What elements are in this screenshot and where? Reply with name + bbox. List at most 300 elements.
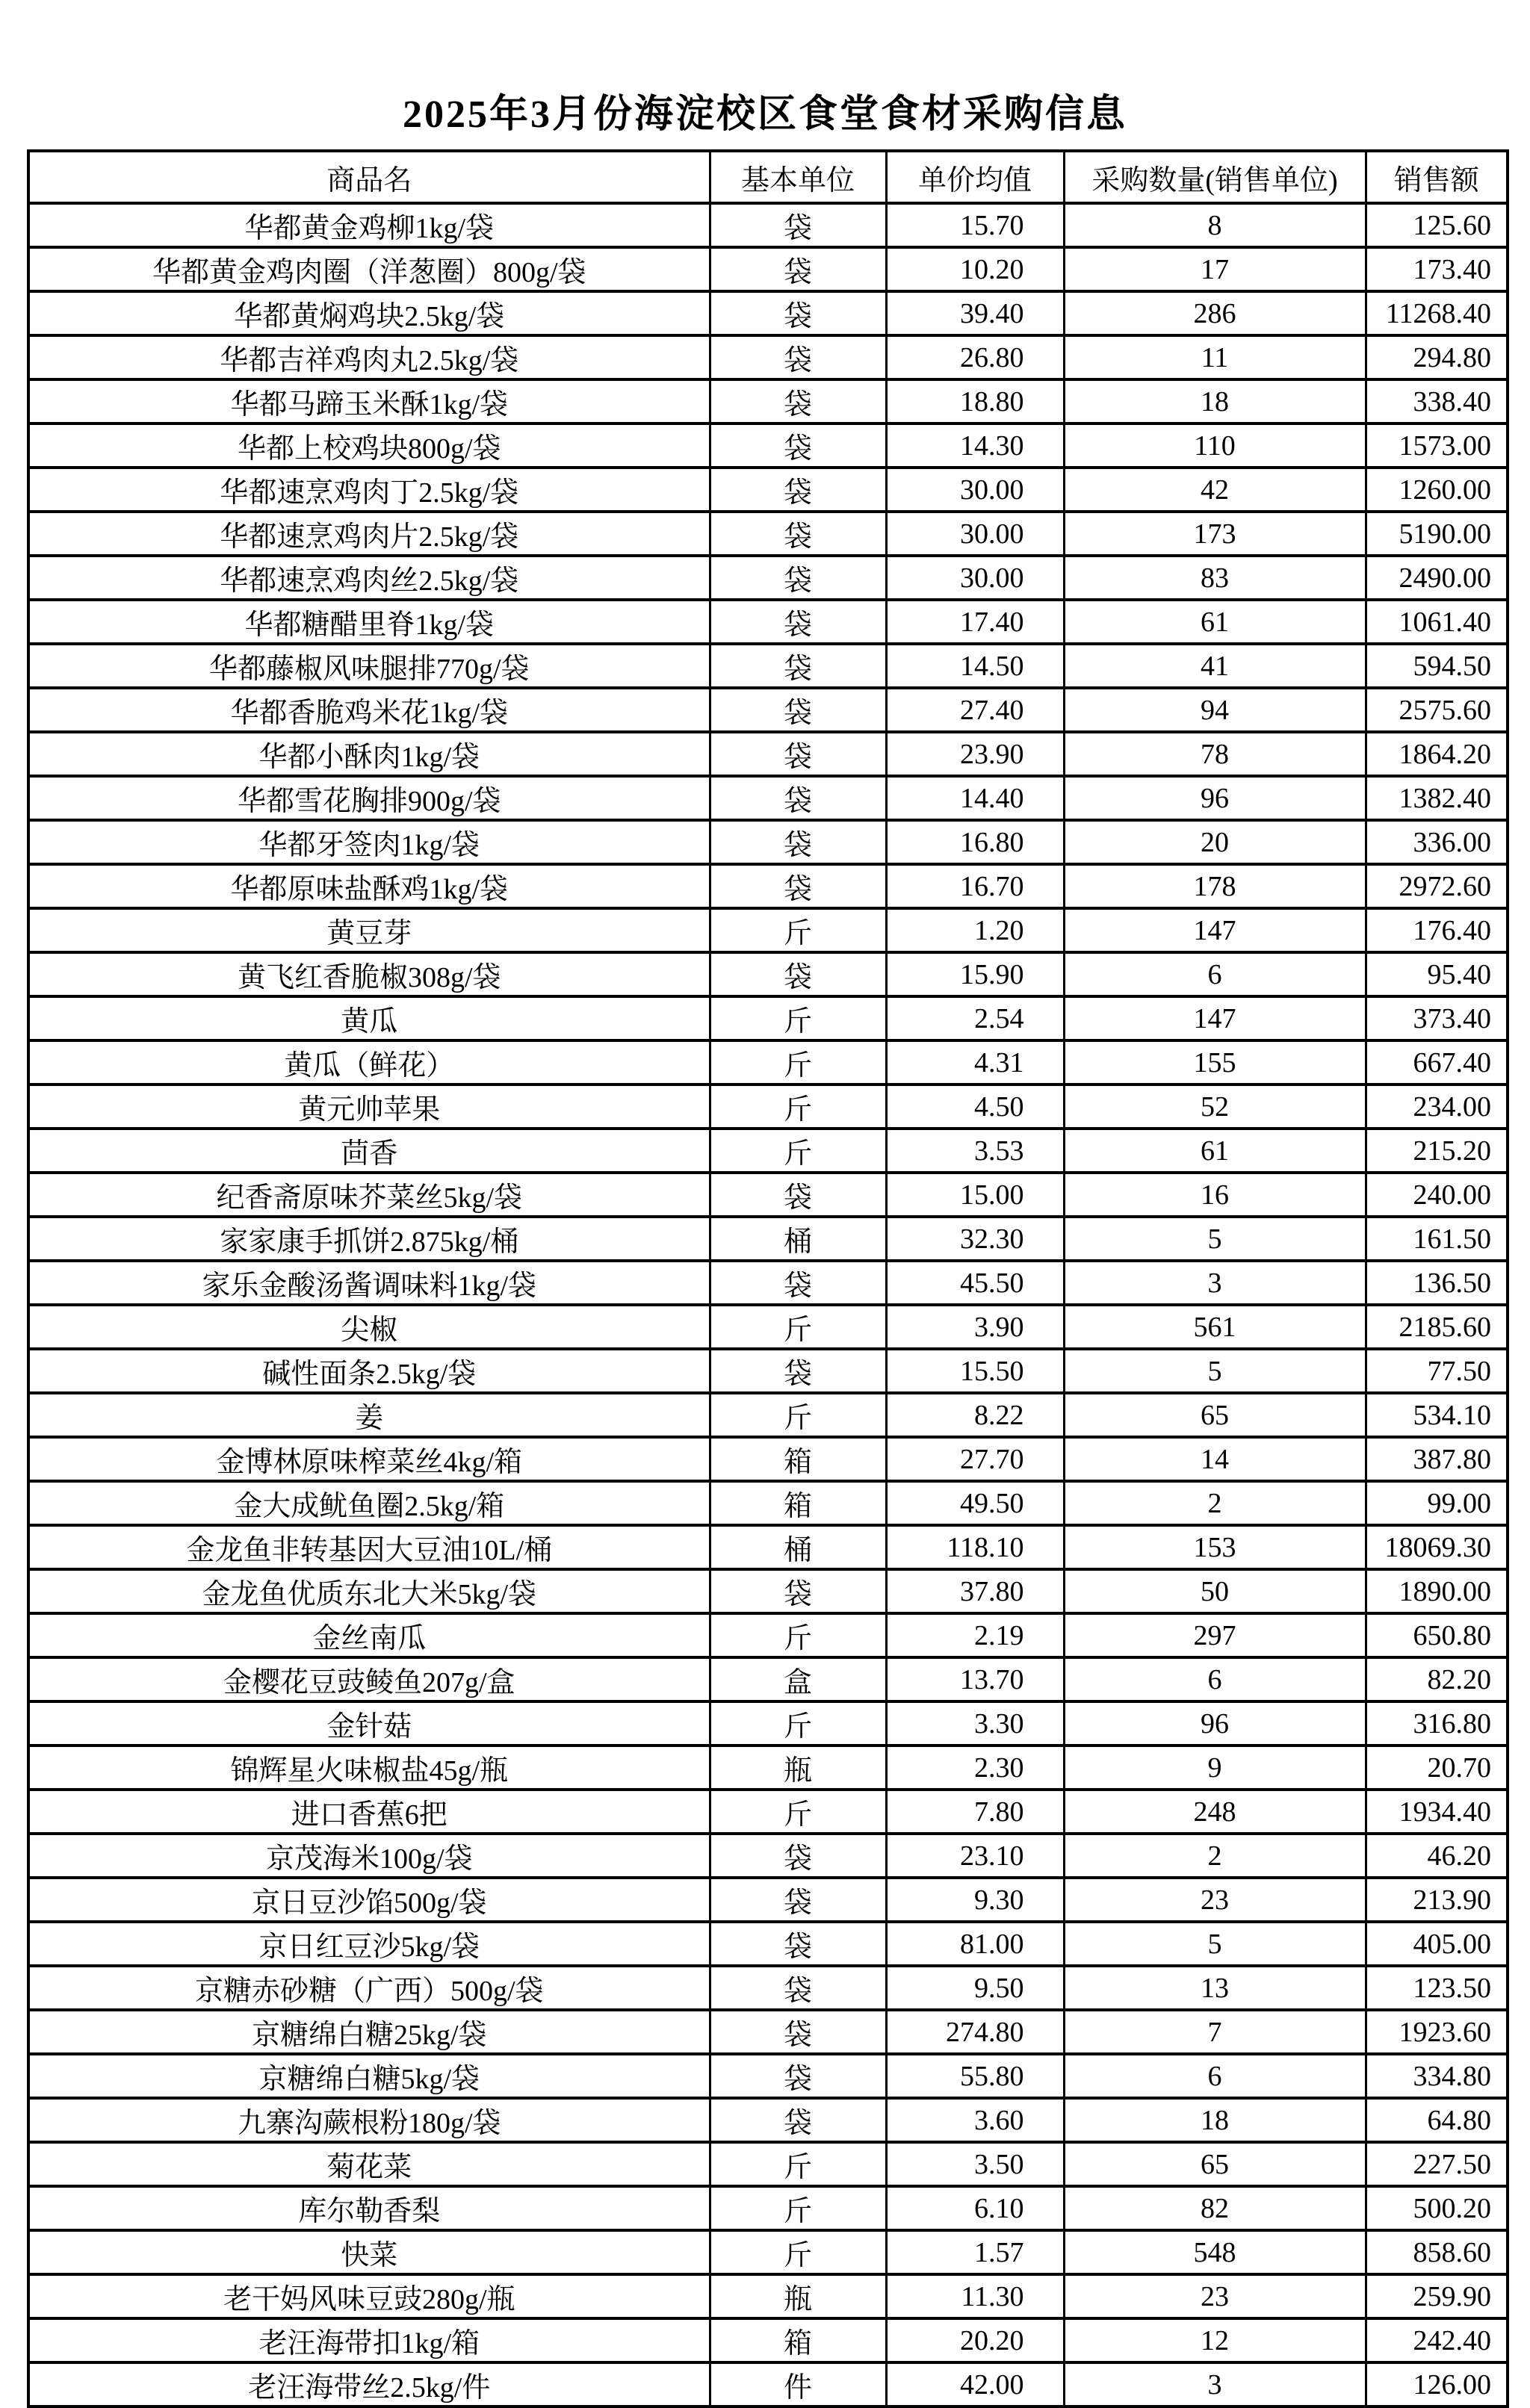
quantity-cell: 548 — [1064, 2230, 1366, 2274]
sales-amount-cell: 213.90 — [1366, 1878, 1508, 1922]
table-row — [28, 1393, 1508, 1437]
sales-amount-cell: 387.80 — [1366, 1437, 1508, 1481]
table-row — [28, 1084, 1508, 1129]
sales-amount-cell: 1260.00 — [1366, 468, 1508, 512]
table-row — [28, 996, 1508, 1040]
sales-amount-cell: 126.00 — [1366, 2362, 1508, 2407]
unit-price-cell: 37.80 — [886, 1569, 1064, 1613]
quantity-cell: 52 — [1064, 1084, 1366, 1129]
sales-amount-cell: 240.00 — [1366, 1173, 1508, 1217]
unit-cell: 斤 — [710, 1129, 886, 1173]
unit-cell: 袋 — [710, 2010, 886, 2054]
table-row — [28, 1173, 1508, 1217]
table-row — [28, 291, 1508, 335]
table-row — [28, 379, 1508, 423]
sales-amount-cell: 95.40 — [1366, 952, 1508, 996]
product-name-cell: 京糖绵白糖25kg/袋 — [28, 2010, 710, 2054]
product-name-cell: 锦辉星火味椒盐45g/瓶 — [28, 1746, 710, 1790]
table-row — [28, 1525, 1508, 1569]
product-name-cell: 华都速烹鸡肉片2.5kg/袋 — [28, 512, 710, 556]
table-row — [28, 468, 1508, 512]
table-row — [28, 1481, 1508, 1525]
unit-cell: 斤 — [710, 1084, 886, 1129]
unit-cell: 袋 — [710, 1261, 886, 1305]
sales-amount-cell: 1864.20 — [1366, 732, 1508, 776]
unit-cell: 袋 — [710, 291, 886, 335]
product-name-cell: 黄飞红香脆椒308g/袋 — [28, 952, 710, 996]
unit-cell: 斤 — [710, 2186, 886, 2230]
product-name-cell: 金龙鱼非转基因大豆油10L/桶 — [28, 1525, 710, 1569]
product-name-cell: 华都糖醋里脊1kg/袋 — [28, 600, 710, 644]
quantity-cell: 61 — [1064, 600, 1366, 644]
unit-price-cell: 20.20 — [886, 2318, 1064, 2362]
product-name-cell: 九寨沟蕨根粉180g/袋 — [28, 2098, 710, 2142]
sales-amount-cell: 336.00 — [1366, 820, 1508, 864]
column-header-product-name: 商品名 — [28, 151, 710, 203]
product-name-cell: 家乐金酸汤酱调味料1kg/袋 — [28, 1261, 710, 1305]
sales-amount-cell: 1890.00 — [1366, 1569, 1508, 1613]
quantity-cell: 5 — [1064, 1922, 1366, 1966]
unit-price-cell: 14.40 — [886, 776, 1064, 820]
unit-price-cell: 15.90 — [886, 952, 1064, 996]
column-header-unit-price: 单价均值 — [886, 151, 1064, 203]
unit-price-cell: 3.90 — [886, 1305, 1064, 1349]
product-name-cell: 京日豆沙馅500g/袋 — [28, 1878, 710, 1922]
product-name-cell: 尖椒 — [28, 1305, 710, 1349]
sales-amount-cell: 294.80 — [1366, 335, 1508, 379]
table-row — [28, 1261, 1508, 1305]
quantity-cell: 178 — [1064, 864, 1366, 908]
unit-cell: 箱 — [710, 2318, 886, 2362]
table-row — [28, 1746, 1508, 1790]
table-row — [28, 644, 1508, 688]
unit-price-cell: 81.00 — [886, 1922, 1064, 1966]
sales-amount-cell: 161.50 — [1366, 1217, 1508, 1261]
product-name-cell: 库尔勒香梨 — [28, 2186, 710, 2230]
quantity-cell: 147 — [1064, 996, 1366, 1040]
table-row — [28, 1305, 1508, 1349]
quantity-cell: 23 — [1064, 2274, 1366, 2318]
unit-price-cell: 2.19 — [886, 1613, 1064, 1657]
product-name-cell: 华都香脆鸡米花1kg/袋 — [28, 688, 710, 732]
quantity-cell: 173 — [1064, 512, 1366, 556]
quantity-cell: 153 — [1064, 1525, 1366, 1569]
quantity-cell: 18 — [1064, 2098, 1366, 2142]
table-row — [28, 247, 1508, 291]
unit-price-cell: 30.00 — [886, 556, 1064, 600]
table-row — [28, 1966, 1508, 2010]
table-row — [28, 2010, 1508, 2054]
product-name-cell: 金大成鱿鱼圈2.5kg/箱 — [28, 1481, 710, 1525]
quantity-cell: 5 — [1064, 1349, 1366, 1393]
sales-amount-cell: 99.00 — [1366, 1481, 1508, 1525]
quantity-cell: 96 — [1064, 1701, 1366, 1746]
table-row — [28, 1834, 1508, 1878]
sales-amount-cell: 650.80 — [1366, 1613, 1508, 1657]
table-row — [28, 688, 1508, 732]
quantity-cell: 6 — [1064, 2054, 1366, 2098]
table-row — [28, 820, 1508, 864]
unit-price-cell: 45.50 — [886, 1261, 1064, 1305]
product-name-cell: 菊花菜 — [28, 2142, 710, 2186]
unit-price-cell: 4.50 — [886, 1084, 1064, 1129]
quantity-cell: 41 — [1064, 644, 1366, 688]
unit-price-cell: 27.40 — [886, 688, 1064, 732]
sales-amount-cell: 534.10 — [1366, 1393, 1508, 1437]
sales-amount-cell: 259.90 — [1366, 2274, 1508, 2318]
unit-cell: 斤 — [710, 1701, 886, 1746]
quantity-cell: 6 — [1064, 1657, 1366, 1701]
quantity-cell: 23 — [1064, 1878, 1366, 1922]
quantity-cell: 147 — [1064, 908, 1366, 952]
sales-amount-cell: 1923.60 — [1366, 2010, 1508, 2054]
unit-cell: 袋 — [710, 1349, 886, 1393]
unit-cell: 盒 — [710, 1657, 886, 1701]
unit-price-cell: 3.30 — [886, 1701, 1064, 1746]
table-row — [28, 2142, 1508, 2186]
product-name-cell: 华都上校鸡块800g/袋 — [28, 423, 710, 468]
product-name-cell: 老汪海带扣1kg/箱 — [28, 2318, 710, 2362]
unit-cell: 袋 — [710, 512, 886, 556]
quantity-cell: 6 — [1064, 952, 1366, 996]
product-name-cell: 茴香 — [28, 1129, 710, 1173]
unit-cell: 斤 — [710, 2230, 886, 2274]
unit-cell: 斤 — [710, 2142, 886, 2186]
table-row — [28, 1613, 1508, 1657]
unit-price-cell: 23.10 — [886, 1834, 1064, 1878]
product-name-cell: 老干妈风味豆豉280g/瓶 — [28, 2274, 710, 2318]
unit-cell: 袋 — [710, 776, 886, 820]
table-row — [28, 732, 1508, 776]
unit-cell: 袋 — [710, 952, 886, 996]
quantity-cell: 65 — [1064, 2142, 1366, 2186]
product-name-cell: 金龙鱼优质东北大米5kg/袋 — [28, 1569, 710, 1613]
product-name-cell: 家家康手抓饼2.875kg/桶 — [28, 1217, 710, 1261]
table-row — [28, 2186, 1508, 2230]
product-name-cell: 金针菇 — [28, 1701, 710, 1746]
table-row — [28, 2362, 1508, 2407]
purchase-table — [27, 149, 1509, 2408]
unit-cell: 袋 — [710, 556, 886, 600]
product-name-cell: 京糖绵白糖5kg/袋 — [28, 2054, 710, 2098]
sales-amount-cell: 82.20 — [1366, 1657, 1508, 1701]
product-name-cell: 华都黄金鸡柳1kg/袋 — [28, 203, 710, 247]
unit-cell: 袋 — [710, 423, 886, 468]
unit-cell: 袋 — [710, 1834, 886, 1878]
table-row — [28, 776, 1508, 820]
unit-price-cell: 15.70 — [886, 203, 1064, 247]
unit-cell: 袋 — [710, 335, 886, 379]
table-row — [28, 203, 1508, 247]
table-row — [28, 600, 1508, 644]
table-header — [28, 151, 1508, 203]
unit-price-cell: 14.50 — [886, 644, 1064, 688]
unit-cell: 袋 — [710, 468, 886, 512]
unit-cell: 斤 — [710, 1393, 886, 1437]
product-name-cell: 华都原味盐酥鸡1kg/袋 — [28, 864, 710, 908]
unit-price-cell: 11.30 — [886, 2274, 1064, 2318]
product-name-cell: 华都速烹鸡肉丝2.5kg/袋 — [28, 556, 710, 600]
table-row — [28, 1922, 1508, 1966]
table-row — [28, 556, 1508, 600]
quantity-cell: 61 — [1064, 1129, 1366, 1173]
table-row — [28, 1657, 1508, 1701]
sales-amount-cell: 500.20 — [1366, 2186, 1508, 2230]
unit-price-cell: 13.70 — [886, 1657, 1064, 1701]
quantity-cell: 9 — [1064, 1746, 1366, 1790]
sales-amount-cell: 1573.00 — [1366, 423, 1508, 468]
quantity-cell: 20 — [1064, 820, 1366, 864]
unit-price-cell: 39.40 — [886, 291, 1064, 335]
unit-cell: 斤 — [710, 1305, 886, 1349]
product-name-cell: 京糖赤砂糖（广西）500g/袋 — [28, 1966, 710, 2010]
quantity-cell: 65 — [1064, 1393, 1366, 1437]
column-header-base-unit: 基本单位 — [710, 151, 886, 203]
product-name-cell: 快菜 — [28, 2230, 710, 2274]
sales-amount-cell: 2575.60 — [1366, 688, 1508, 732]
table-row — [28, 1437, 1508, 1481]
sales-amount-cell: 234.00 — [1366, 1084, 1508, 1129]
quantity-cell: 12 — [1064, 2318, 1366, 2362]
table-row — [28, 864, 1508, 908]
sales-amount-cell: 242.40 — [1366, 2318, 1508, 2362]
sales-amount-cell: 5190.00 — [1366, 512, 1508, 556]
sales-amount-cell: 667.40 — [1366, 1040, 1508, 1084]
table-row — [28, 2098, 1508, 2142]
unit-cell: 斤 — [710, 908, 886, 952]
unit-cell: 袋 — [710, 1569, 886, 1613]
header-row — [28, 151, 1508, 203]
unit-price-cell: 49.50 — [886, 1481, 1064, 1525]
unit-cell: 袋 — [710, 379, 886, 423]
sales-amount-cell: 405.00 — [1366, 1922, 1508, 1966]
quantity-cell: 3 — [1064, 1261, 1366, 1305]
sales-amount-cell: 2972.60 — [1366, 864, 1508, 908]
table-row — [28, 2054, 1508, 2098]
unit-price-cell: 274.80 — [886, 2010, 1064, 2054]
sales-amount-cell: 176.40 — [1366, 908, 1508, 952]
table-row — [28, 2230, 1508, 2274]
column-header-sales-amount: 销售额 — [1366, 151, 1508, 203]
table-row — [28, 1217, 1508, 1261]
product-name-cell: 华都雪花胸排900g/袋 — [28, 776, 710, 820]
table-row — [28, 1701, 1508, 1746]
unit-cell: 瓶 — [710, 1746, 886, 1790]
sales-amount-cell: 1382.40 — [1366, 776, 1508, 820]
unit-price-cell: 18.80 — [886, 379, 1064, 423]
unit-price-cell: 27.70 — [886, 1437, 1064, 1481]
unit-cell: 斤 — [710, 996, 886, 1040]
sales-amount-cell: 77.50 — [1366, 1349, 1508, 1393]
quantity-cell: 42 — [1064, 468, 1366, 512]
sales-amount-cell: 18069.30 — [1366, 1525, 1508, 1569]
unit-cell: 斤 — [710, 1790, 886, 1834]
unit-cell: 箱 — [710, 1481, 886, 1525]
sales-amount-cell: 125.60 — [1366, 203, 1508, 247]
table-row — [28, 1878, 1508, 1922]
unit-cell: 袋 — [710, 820, 886, 864]
product-name-cell: 京茂海米100g/袋 — [28, 1834, 710, 1878]
unit-cell: 件 — [710, 2362, 886, 2407]
product-name-cell: 华都小酥肉1kg/袋 — [28, 732, 710, 776]
table-row — [28, 2274, 1508, 2318]
unit-cell: 袋 — [710, 247, 886, 291]
table-row — [28, 423, 1508, 468]
product-name-cell: 华都藤椒风味腿排770g/袋 — [28, 644, 710, 688]
product-name-cell: 京日红豆沙5kg/袋 — [28, 1922, 710, 1966]
sales-amount-cell: 20.70 — [1366, 1746, 1508, 1790]
quantity-cell: 8 — [1064, 203, 1366, 247]
quantity-cell: 155 — [1064, 1040, 1366, 1084]
unit-price-cell: 30.00 — [886, 512, 1064, 556]
product-name-cell: 金丝南瓜 — [28, 1613, 710, 1657]
product-name-cell: 华都吉祥鸡肉丸2.5kg/袋 — [28, 335, 710, 379]
unit-cell: 桶 — [710, 1525, 886, 1569]
unit-cell: 斤 — [710, 1040, 886, 1084]
quantity-cell: 78 — [1064, 732, 1366, 776]
sales-amount-cell: 2185.60 — [1366, 1305, 1508, 1349]
unit-cell: 袋 — [710, 732, 886, 776]
sales-amount-cell: 227.50 — [1366, 2142, 1508, 2186]
quantity-cell: 2 — [1064, 1481, 1366, 1525]
unit-price-cell: 15.50 — [886, 1349, 1064, 1393]
unit-price-cell: 118.10 — [886, 1525, 1064, 1569]
product-name-cell: 华都牙签肉1kg/袋 — [28, 820, 710, 864]
unit-price-cell: 14.30 — [886, 423, 1064, 468]
unit-cell: 袋 — [710, 600, 886, 644]
product-name-cell: 华都马蹄玉米酥1kg/袋 — [28, 379, 710, 423]
unit-price-cell: 23.90 — [886, 732, 1064, 776]
product-name-cell: 黄瓜 — [28, 996, 710, 1040]
unit-cell: 袋 — [710, 864, 886, 908]
quantity-cell: 561 — [1064, 1305, 1366, 1349]
table-row — [28, 1349, 1508, 1393]
unit-price-cell: 9.50 — [886, 1966, 1064, 2010]
table-row — [28, 1129, 1508, 1173]
table-row — [28, 335, 1508, 379]
unit-cell: 袋 — [710, 1878, 886, 1922]
quantity-cell: 2 — [1064, 1834, 1366, 1878]
sales-amount-cell: 338.40 — [1366, 379, 1508, 423]
unit-cell: 袋 — [710, 688, 886, 732]
unit-cell: 桶 — [710, 1217, 886, 1261]
sales-amount-cell: 373.40 — [1366, 996, 1508, 1040]
product-name-cell: 进口香蕉6把 — [28, 1790, 710, 1834]
unit-cell: 箱 — [710, 1437, 886, 1481]
unit-price-cell: 2.54 — [886, 996, 1064, 1040]
unit-price-cell: 3.53 — [886, 1129, 1064, 1173]
quantity-cell: 94 — [1064, 688, 1366, 732]
unit-cell: 袋 — [710, 1966, 886, 2010]
unit-price-cell: 42.00 — [886, 2362, 1064, 2407]
unit-price-cell: 16.70 — [886, 864, 1064, 908]
unit-price-cell: 3.50 — [886, 2142, 1064, 2186]
product-name-cell: 华都黄焖鸡块2.5kg/袋 — [28, 291, 710, 335]
product-name-cell: 黄豆芽 — [28, 908, 710, 952]
table-row — [28, 908, 1508, 952]
product-name-cell: 金博林原味榨菜丝4kg/箱 — [28, 1437, 710, 1481]
product-name-cell: 华都速烹鸡肉丁2.5kg/袋 — [28, 468, 710, 512]
unit-price-cell: 26.80 — [886, 335, 1064, 379]
quantity-cell: 11 — [1064, 335, 1366, 379]
sales-amount-cell: 11268.40 — [1366, 291, 1508, 335]
unit-price-cell: 55.80 — [886, 2054, 1064, 2098]
product-name-cell: 黄瓜（鲜花） — [28, 1040, 710, 1084]
column-header-quantity: 采购数量(销售单位) — [1064, 151, 1366, 203]
unit-price-cell: 7.80 — [886, 1790, 1064, 1834]
sales-amount-cell: 46.20 — [1366, 1834, 1508, 1878]
sales-amount-cell: 1934.40 — [1366, 1790, 1508, 1834]
quantity-cell: 5 — [1064, 1217, 1366, 1261]
quantity-cell: 96 — [1064, 776, 1366, 820]
product-name-cell: 黄元帅苹果 — [28, 1084, 710, 1129]
table-row — [28, 952, 1508, 996]
table-row — [28, 1040, 1508, 1084]
table-row — [28, 2318, 1508, 2362]
quantity-cell: 110 — [1064, 423, 1366, 468]
sales-amount-cell: 1061.40 — [1366, 600, 1508, 644]
unit-price-cell: 6.10 — [886, 2186, 1064, 2230]
unit-cell: 斤 — [710, 1613, 886, 1657]
unit-price-cell: 4.31 — [886, 1040, 1064, 1084]
unit-cell: 袋 — [710, 2098, 886, 2142]
quantity-cell: 83 — [1064, 556, 1366, 600]
unit-price-cell: 10.20 — [886, 247, 1064, 291]
quantity-cell: 50 — [1064, 1569, 1366, 1613]
unit-price-cell: 3.60 — [886, 2098, 1064, 2142]
sales-amount-cell: 64.80 — [1366, 2098, 1508, 2142]
sales-amount-cell: 136.50 — [1366, 1261, 1508, 1305]
unit-price-cell: 15.00 — [886, 1173, 1064, 1217]
quantity-cell: 286 — [1064, 291, 1366, 335]
sales-amount-cell: 2490.00 — [1366, 556, 1508, 600]
sales-amount-cell: 858.60 — [1366, 2230, 1508, 2274]
unit-cell: 袋 — [710, 203, 886, 247]
quantity-cell: 3 — [1064, 2362, 1366, 2407]
product-name-cell: 金樱花豆豉鲮鱼207g/盒 — [28, 1657, 710, 1701]
quantity-cell: 82 — [1064, 2186, 1366, 2230]
unit-price-cell: 16.80 — [886, 820, 1064, 864]
unit-cell: 瓶 — [710, 2274, 886, 2318]
unit-price-cell: 1.57 — [886, 2230, 1064, 2274]
sales-amount-cell: 123.50 — [1366, 1966, 1508, 2010]
sales-amount-cell: 334.80 — [1366, 2054, 1508, 2098]
sales-amount-cell: 594.50 — [1366, 644, 1508, 688]
quantity-cell: 17 — [1064, 247, 1366, 291]
table-body — [28, 203, 1508, 2407]
unit-cell: 袋 — [710, 644, 886, 688]
unit-price-cell: 9.30 — [886, 1878, 1064, 1922]
quantity-cell: 297 — [1064, 1613, 1366, 1657]
product-name-cell: 华都黄金鸡肉圈（洋葱圈）800g/袋 — [28, 247, 710, 291]
table-row — [28, 1790, 1508, 1834]
unit-cell: 袋 — [710, 2054, 886, 2098]
quantity-cell: 18 — [1064, 379, 1366, 423]
table-row — [28, 1569, 1508, 1613]
unit-cell: 袋 — [710, 1173, 886, 1217]
unit-price-cell: 32.30 — [886, 1217, 1064, 1261]
product-name-cell: 纪香斋原味芥菜丝5kg/袋 — [28, 1173, 710, 1217]
page-title: 2025年3月份海淀校区食堂食材采购信息 — [402, 93, 1127, 136]
unit-price-cell: 2.30 — [886, 1746, 1064, 1790]
quantity-cell: 14 — [1064, 1437, 1366, 1481]
table-row — [28, 512, 1508, 556]
sales-amount-cell: 316.80 — [1366, 1701, 1508, 1746]
sales-amount-cell: 173.40 — [1366, 247, 1508, 291]
unit-price-cell: 30.00 — [886, 468, 1064, 512]
quantity-cell: 7 — [1064, 2010, 1366, 2054]
product-name-cell: 老汪海带丝2.5kg/件 — [28, 2362, 710, 2407]
